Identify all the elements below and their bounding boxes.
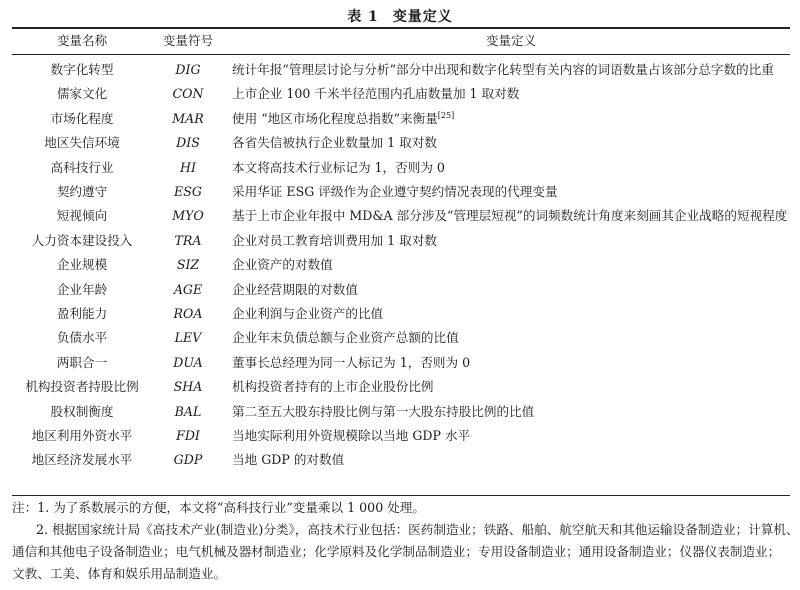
variable-symbol: SHA [173,379,203,395]
variable-definition [232,82,790,105]
variable-symbol: DUA [173,354,203,370]
table-row [12,253,790,276]
variable-name: 短视倾向 [56,208,108,224]
header-definition: 变量定义 [485,33,537,48]
variable-name: 地区经济发展水平 [31,452,133,468]
variable-definition [232,131,790,154]
table-notes [12,497,799,585]
table-row [12,448,790,471]
variable-name: 机构投资者持股比例 [25,379,139,395]
header-name: 变量名称 [56,33,108,48]
variable-symbol: HI [180,159,196,175]
definition-text: 企业年末负债总额与企业资产总额的比值 [232,330,459,346]
variable-name: 盈利能力 [56,306,108,321]
table-row [12,180,790,203]
variable-definition [232,58,790,81]
variable-definition [232,400,790,423]
table-title: 变量定义 [392,9,453,25]
definition-text: 企业对员工教育培训费用加 1 取对数 [232,232,437,248]
note-line: 文教、工美、体育和娱乐用品制造业。 [12,566,227,581]
variable-definition [232,351,790,374]
table-row [12,229,790,252]
note-line: 注：1. 为了系数展示的方便，本文将“高科技行业”变量乘以 1 000 处理。 [12,500,425,515]
variable-symbol: FDI [176,428,200,443]
note-line: 2. 根据国家统计局《高技术产业(制造业)分类》，高技术行业包括：医药制造业；铁路、船舶、航空航天和其他运输设备制造业；计算机、 [36,522,799,537]
variable-definition [232,448,790,471]
variable-definition [232,204,790,227]
definition-text: 企业资产的对数值 [232,257,333,273]
table-row [12,302,790,325]
variable-symbol: SIZ [176,257,200,273]
variable-name: 儒家文化 [56,86,108,102]
variable-symbol: MYO [172,208,204,224]
variable-symbol: GDP [173,452,203,468]
variable-name: 股权制衡度 [50,403,114,419]
header-rule [12,54,790,55]
definition-text: 当地 GDP 的对数值 [232,452,345,468]
table-row [12,58,790,81]
definition-text: 当地实际利用外资规模除以当地 GDP 水平 [232,428,471,443]
table-row [12,400,790,423]
table-row [12,204,790,227]
note-line: 通信和其他电子设备制造业；电气机械及器材制造业；化学原料及化学制品制造业；专用设备制造业；通用设备制造业；仪器仪表制造业； [12,544,781,559]
definition-text: 第二至五大股东持股比例与第一大股东持股比例的比值 [232,403,535,419]
definition-text: 机构投资者持有的上市企业股份比例 [232,379,434,395]
variable-symbol: BAL [174,403,202,419]
variable-symbol: AGE [173,281,203,297]
variable-definition [232,229,790,252]
variable-name: 负债水平 [56,330,108,346]
variable-definition [232,424,790,447]
variable-name: 地区利用外资水平 [31,428,133,443]
table-row [12,131,790,154]
variable-name: 企业年龄 [56,281,108,297]
variable-name: 市场化程度 [50,110,114,126]
variable-symbol: MAR [172,110,204,126]
table-row [12,107,790,130]
variable-definition [232,326,790,349]
definition-text: 董事长总经理为同一人标记为 1，否则为 0 [232,354,471,370]
variable-definition [232,375,790,398]
definition-text: 各省失信被执行企业数量加 1 取对数 [232,135,437,151]
definition-text: 采用华证 ESG 评级作为企业遵守契约情况表现的代理变量 [232,184,558,199]
table-row [12,82,790,105]
header-symbol: 变量符号 [162,33,214,48]
variable-name: 企业规模 [56,257,108,273]
definition-text: 企业利润与企业资产的比值 [232,306,384,321]
variable-symbol: ESG [174,184,202,199]
variable-symbol: DIG [175,62,201,77]
variable-definition [232,253,790,276]
definition-text: 上市企业 100 千米半径范围内孔庙数量加 1 取对数 [232,86,520,102]
table-row [12,424,790,447]
table-row [12,156,790,179]
variable-name: 地区失信环境 [44,135,120,151]
variable-definition [232,278,790,301]
variable-name: 两职合一 [56,354,108,370]
variable-name: 人力资本建设投入 [31,232,133,248]
table-row [12,375,790,398]
variable-symbol: TRA [174,232,202,248]
definition-text: 统计年报“管理层讨论与分析”部分中出现和数字化转型有关内容的词语数量占该部分总字数的比重 [232,62,774,77]
variable-definition [232,107,790,130]
citation-ref: [25] [437,110,455,120]
definition-text: 基于上市企业年报中 MD&A 部分涉及“管理层短视”的词频数统计角度来刻画其企业战略的短视程度 [232,208,788,224]
variable-symbol: DIS [176,135,200,151]
definition-text: 企业经营期限的对数值 [232,281,358,297]
variable-definition [232,156,790,179]
variable-symbol: CON [172,86,204,102]
table-caption [0,6,800,26]
definition-text: 本文将高技术行业标记为 1，否则为 0 [232,159,445,175]
variable-name: 数字化转型 [50,62,114,77]
variable-symbol: ROA [173,306,203,321]
table-number: 表 1 [347,9,379,25]
table-row [12,326,790,349]
variable-symbol: LEV [174,330,202,346]
variable-name: 高科技行业 [50,159,114,175]
table-row [12,351,790,374]
variable-name: 契约遵守 [56,184,108,199]
definition-text: 使用 “地区市场化程度总指数”来衡量 [232,110,438,126]
variable-definition [232,302,790,325]
bottom-rule [12,495,790,496]
table-header-row [12,29,790,52]
variable-definition [232,180,790,203]
table-row [12,278,790,301]
